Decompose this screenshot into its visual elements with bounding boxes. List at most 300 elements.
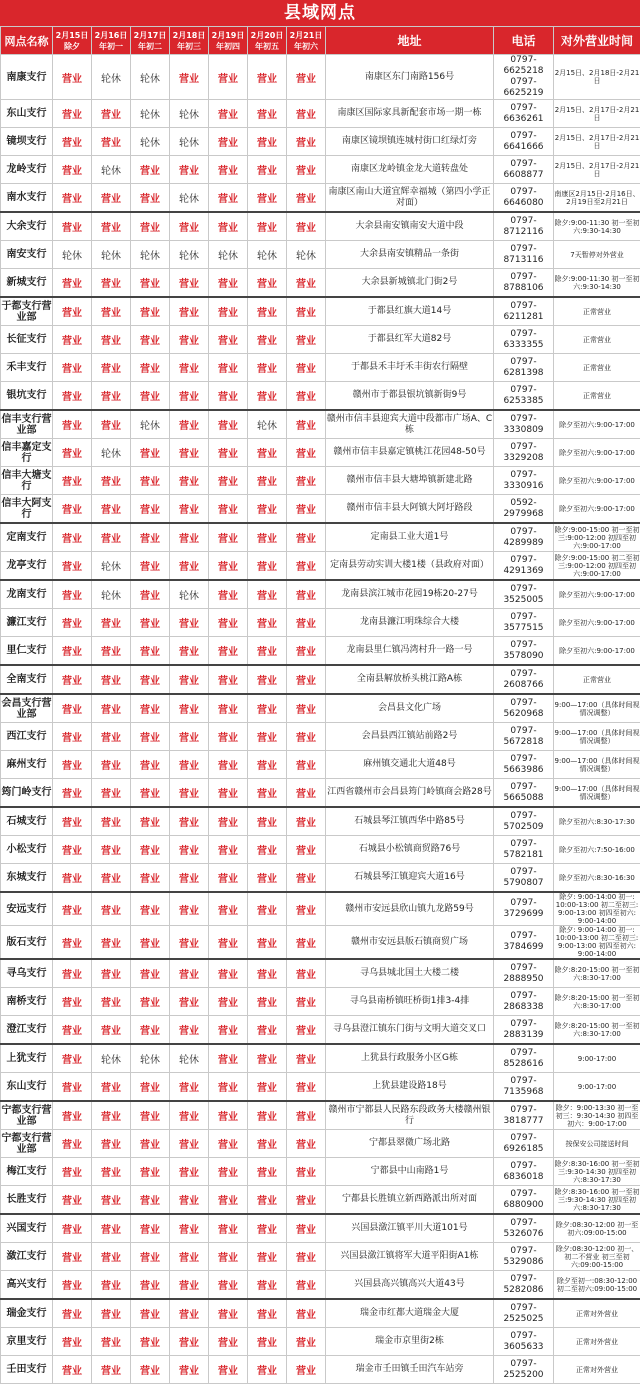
branch-name: 南安支行 <box>1 241 53 269</box>
phone-cell: 0797-5620968 <box>494 694 554 723</box>
table-row <box>1 1101 640 1130</box>
status-cell: 营业 <box>287 100 326 128</box>
status-cell: 营业 <box>287 1356 326 1384</box>
table-row <box>1 326 640 354</box>
table-row <box>1 354 640 382</box>
address-cell: 南康区南山大道宜辉幸福城（第四小学正对面） <box>326 184 494 213</box>
status-cell: 营业 <box>170 1214 209 1243</box>
status-cell: 营业 <box>209 269 248 298</box>
status-cell: 营业 <box>131 637 170 666</box>
header-address: 地址 <box>326 27 494 55</box>
table-row <box>1 580 640 609</box>
status-cell: 营业 <box>131 269 170 298</box>
status-cell: 营业 <box>209 467 248 495</box>
status-cell: 营业 <box>248 836 287 864</box>
status-cell: 营业 <box>131 1073 170 1102</box>
status-cell: 营业 <box>53 156 92 184</box>
status-cell: 营业 <box>92 892 131 926</box>
address-cell: 兴国县高兴镇高兴大道43号 <box>326 1271 494 1300</box>
status-cell: 营业 <box>53 1044 92 1073</box>
phone-cell: 0797-5672818 <box>494 723 554 751</box>
status-cell: 营业 <box>209 1214 248 1243</box>
branch-name: 信丰嘉定支行 <box>1 439 53 467</box>
status-cell: 营业 <box>53 326 92 354</box>
status-cell: 营业 <box>131 926 170 960</box>
status-cell: 营业 <box>131 1101 170 1130</box>
status-cell: 营业 <box>209 1271 248 1300</box>
status-cell: 营业 <box>209 297 248 326</box>
phone-cell: 0797-6253385 <box>494 382 554 411</box>
status-cell: 营业 <box>53 637 92 666</box>
hours-cell: 除夕:9:00-11:30 初一至初六:9:30-14:30 <box>554 212 640 241</box>
status-cell: 营业 <box>53 1214 92 1243</box>
status-cell: 营业 <box>287 269 326 298</box>
address-cell: 石城县琴江镇迎宾大道16号 <box>326 864 494 893</box>
status-cell: 营业 <box>287 892 326 926</box>
table-row <box>1 1186 640 1215</box>
phone-cell: 0797-6608877 <box>494 156 554 184</box>
status-cell: 营业 <box>287 1158 326 1186</box>
branch-name: 高兴支行 <box>1 1271 53 1300</box>
status-cell: 营业 <box>209 609 248 637</box>
hours-cell: 除夕至初六:8:30-17:30 <box>554 807 640 836</box>
status-cell: 营业 <box>53 297 92 326</box>
branch-name: 潋江支行 <box>1 1243 53 1271</box>
address-cell: 定南县工业大道1号 <box>326 523 494 552</box>
branch-name: 银坑支行 <box>1 382 53 411</box>
status-cell: 营业 <box>248 1243 287 1271</box>
hours-cell: 除夕至初六:9:00-17:00 <box>554 410 640 439</box>
hours-cell: 除夕:08:30-12:00 初一、初二不营业 初三至初六:09:00-15:00 <box>554 1243 640 1271</box>
branch-name: 筠门岭支行 <box>1 779 53 808</box>
status-cell: 营业 <box>92 1328 131 1356</box>
status-cell: 营业 <box>53 988 92 1016</box>
status-cell: 营业 <box>287 694 326 723</box>
status-cell: 营业 <box>287 665 326 694</box>
status-cell: 营业 <box>131 892 170 926</box>
phone-cell: 0797-2525200 <box>494 1356 554 1384</box>
status-cell: 轮休 <box>170 128 209 156</box>
status-cell: 轮休 <box>53 241 92 269</box>
status-cell: 轮休 <box>170 184 209 213</box>
header-day-sub: 年初二 <box>138 42 162 51</box>
status-cell: 营业 <box>92 326 131 354</box>
branch-name: 里仁支行 <box>1 637 53 666</box>
status-cell: 营业 <box>92 1186 131 1215</box>
status-cell: 营业 <box>287 212 326 241</box>
branch-name: 信丰支行营业部 <box>1 410 53 439</box>
branch-name: 长胜支行 <box>1 1186 53 1215</box>
status-cell: 营业 <box>170 1186 209 1215</box>
table-row <box>1 836 640 864</box>
table-row <box>1 637 640 666</box>
phone-cell: 0797-3729699 <box>494 892 554 926</box>
status-cell: 营业 <box>287 959 326 988</box>
table-row <box>1 269 640 298</box>
status-cell: 营业 <box>92 836 131 864</box>
hours-cell: 除夕至初一:08:30-12:00 初二至初六:09:00-15:00 <box>554 1271 640 1300</box>
status-cell: 营业 <box>209 382 248 411</box>
table-row <box>1 1016 640 1045</box>
status-cell: 营业 <box>209 751 248 779</box>
status-cell: 营业 <box>287 807 326 836</box>
status-cell: 营业 <box>131 751 170 779</box>
status-cell: 营业 <box>248 100 287 128</box>
status-cell: 营业 <box>53 1101 92 1130</box>
phone-cell: 0797-3577515 <box>494 609 554 637</box>
status-cell: 营业 <box>248 297 287 326</box>
status-cell: 轮休 <box>170 100 209 128</box>
status-cell: 营业 <box>53 892 92 926</box>
address-cell: 赣州市安远县欣山镇九龙路59号 <box>326 892 494 926</box>
status-cell: 营业 <box>170 1016 209 1045</box>
header-day <box>170 27 209 55</box>
status-cell: 营业 <box>248 523 287 552</box>
status-cell: 营业 <box>209 100 248 128</box>
status-cell: 营业 <box>53 1356 92 1384</box>
status-cell: 营业 <box>131 1271 170 1300</box>
branch-name: 梅江支行 <box>1 1158 53 1186</box>
table-row <box>1 1299 640 1328</box>
branch-name: 南桥支行 <box>1 988 53 1016</box>
status-cell: 营业 <box>92 665 131 694</box>
hours-cell: 除夕：9:00-13:30 初一至初三：9:30-14:30 初四至初六：9:00-17:00 <box>554 1101 640 1130</box>
status-cell: 营业 <box>248 55 287 100</box>
address-cell: 大余县新城镇北门街2号 <box>326 269 494 298</box>
phone-cell: 0797-6880900 <box>494 1186 554 1215</box>
status-cell: 营业 <box>170 926 209 960</box>
status-cell: 营业 <box>92 410 131 439</box>
status-cell: 营业 <box>248 184 287 213</box>
header-name: 网点名称 <box>1 27 53 55</box>
status-cell: 营业 <box>209 694 248 723</box>
table-row <box>1 1073 640 1102</box>
status-cell: 营业 <box>248 926 287 960</box>
branch-name: 瑞金支行 <box>1 1299 53 1328</box>
status-cell: 营业 <box>170 269 209 298</box>
address-cell: 石城县小松镇商贸路76号 <box>326 836 494 864</box>
status-cell: 营业 <box>92 269 131 298</box>
status-cell: 营业 <box>248 1186 287 1215</box>
phone-cell: 0797-3330809 <box>494 410 554 439</box>
status-cell: 营业 <box>131 1356 170 1384</box>
phone-cell: 0797-5663986 <box>494 751 554 779</box>
status-cell: 轮休 <box>287 241 326 269</box>
status-cell: 营业 <box>92 1016 131 1045</box>
status-cell: 营业 <box>287 467 326 495</box>
status-cell: 营业 <box>248 1016 287 1045</box>
status-cell: 营业 <box>170 892 209 926</box>
header-date: 2月19日 <box>212 31 245 40</box>
address-cell: 上犹县建设路18号 <box>326 1073 494 1102</box>
status-cell: 营业 <box>248 1044 287 1073</box>
status-cell: 营业 <box>53 1073 92 1102</box>
status-cell: 营业 <box>170 1271 209 1300</box>
hours-cell: 9:00—17:00（具体时间视情况调整） <box>554 694 640 723</box>
table-row <box>1 779 640 808</box>
table-row <box>1 297 640 326</box>
status-cell: 营业 <box>92 184 131 213</box>
address-cell: 宁都县中山南路1号 <box>326 1158 494 1186</box>
hours-cell: 按保安公司接送时间 <box>554 1130 640 1158</box>
status-cell: 营业 <box>248 1130 287 1158</box>
hours-cell: 除夕至初六:9:00-17:00 <box>554 609 640 637</box>
table-row <box>1 988 640 1016</box>
phone-cell: 0797-8528616 <box>494 1044 554 1073</box>
status-cell: 营业 <box>131 580 170 609</box>
table-row <box>1 439 640 467</box>
status-cell: 营业 <box>209 1044 248 1073</box>
phone-cell: 0797-5665088 <box>494 779 554 808</box>
header-day <box>209 27 248 55</box>
status-cell: 营业 <box>209 1328 248 1356</box>
status-cell: 营业 <box>209 1356 248 1384</box>
status-cell: 营业 <box>248 1356 287 1384</box>
status-cell: 营业 <box>248 580 287 609</box>
status-cell: 营业 <box>209 439 248 467</box>
status-cell: 营业 <box>287 1101 326 1130</box>
table-row <box>1 55 640 100</box>
status-cell: 营业 <box>209 959 248 988</box>
address-cell: 定南县劳动实训大楼1楼（县政府对面） <box>326 552 494 581</box>
status-cell: 营业 <box>248 467 287 495</box>
header-date: 2月20日 <box>251 31 284 40</box>
status-cell: 营业 <box>92 864 131 893</box>
status-cell: 营业 <box>209 926 248 960</box>
status-cell: 营业 <box>287 1130 326 1158</box>
status-cell: 轮休 <box>170 241 209 269</box>
status-cell: 营业 <box>92 1101 131 1130</box>
branch-name: 上犹支行 <box>1 1044 53 1073</box>
branch-name: 澄江支行 <box>1 1016 53 1045</box>
status-cell: 营业 <box>53 926 92 960</box>
status-cell: 营业 <box>53 410 92 439</box>
status-cell: 营业 <box>131 1214 170 1243</box>
hours-cell: 正常营业 <box>554 297 640 326</box>
status-cell: 营业 <box>170 326 209 354</box>
status-cell: 营业 <box>170 836 209 864</box>
status-cell: 营业 <box>287 410 326 439</box>
status-cell: 营业 <box>287 637 326 666</box>
status-cell: 营业 <box>92 382 131 411</box>
status-cell: 营业 <box>131 326 170 354</box>
status-cell: 营业 <box>92 1158 131 1186</box>
status-cell: 营业 <box>92 1214 131 1243</box>
phone-cell: 0797-6646080 <box>494 184 554 213</box>
status-cell: 营业 <box>248 694 287 723</box>
status-cell: 营业 <box>131 297 170 326</box>
status-cell: 营业 <box>131 723 170 751</box>
address-cell: 全南县解放桥头桃江路A栋 <box>326 665 494 694</box>
status-cell: 营业 <box>131 156 170 184</box>
status-cell: 营业 <box>131 779 170 808</box>
header-day <box>92 27 131 55</box>
status-cell: 营业 <box>248 1271 287 1300</box>
status-cell: 营业 <box>209 495 248 524</box>
header-day <box>287 27 326 55</box>
address-cell: 寻乌县南桥镇旺桥街1排3-4排 <box>326 988 494 1016</box>
hours-cell: 除夕至初六:7:50-16:00 <box>554 836 640 864</box>
status-cell: 营业 <box>287 523 326 552</box>
phone-cell: 0797-5326076 <box>494 1214 554 1243</box>
status-cell: 营业 <box>209 326 248 354</box>
status-cell: 营业 <box>131 609 170 637</box>
header-day-sub: 年初六 <box>294 42 318 51</box>
status-cell: 营业 <box>53 1328 92 1356</box>
hours-cell: 正常营业 <box>554 326 640 354</box>
status-cell: 营业 <box>170 552 209 581</box>
status-cell: 营业 <box>53 609 92 637</box>
status-cell: 营业 <box>287 326 326 354</box>
status-cell: 营业 <box>248 326 287 354</box>
phone-cell: 0797-5702509 <box>494 807 554 836</box>
table-row <box>1 864 640 893</box>
status-cell: 营业 <box>53 212 92 241</box>
status-cell: 营业 <box>170 1243 209 1271</box>
status-cell: 营业 <box>209 864 248 893</box>
status-cell: 营业 <box>53 100 92 128</box>
status-cell: 营业 <box>92 212 131 241</box>
status-cell: 营业 <box>53 723 92 751</box>
status-cell: 营业 <box>131 439 170 467</box>
hours-cell: 除夕:08:30-12:00 初一至初六:09:00-15:00 <box>554 1214 640 1243</box>
table-body <box>1 55 640 1384</box>
status-cell: 营业 <box>131 382 170 411</box>
status-cell: 营业 <box>53 1186 92 1215</box>
hours-cell: 正常营业 <box>554 382 640 411</box>
table-row <box>1 128 640 156</box>
address-cell: 瑞金市壬田镇壬田汽车站旁 <box>326 1356 494 1384</box>
branch-name: 石城支行 <box>1 807 53 836</box>
branch-name: 于都支行营业部 <box>1 297 53 326</box>
status-cell: 轮休 <box>131 100 170 128</box>
status-cell: 营业 <box>209 128 248 156</box>
status-cell: 营业 <box>131 1186 170 1215</box>
status-cell: 营业 <box>287 751 326 779</box>
status-cell: 营业 <box>131 495 170 524</box>
status-cell: 营业 <box>248 269 287 298</box>
status-cell: 营业 <box>53 523 92 552</box>
address-cell: 赣州市于都县银坑镇新街9号 <box>326 382 494 411</box>
status-cell: 营业 <box>53 184 92 213</box>
status-cell: 营业 <box>248 723 287 751</box>
branch-name: 安远支行 <box>1 892 53 926</box>
status-cell: 营业 <box>170 864 209 893</box>
phone-cell: 0797-6836018 <box>494 1158 554 1186</box>
status-cell: 营业 <box>248 1328 287 1356</box>
address-cell: 于都县红军大道82号 <box>326 326 494 354</box>
status-cell: 营业 <box>170 439 209 467</box>
status-cell: 营业 <box>209 779 248 808</box>
hours-cell: 除夕:9:00-11:30 初一至初六:9:30-14:30 <box>554 269 640 298</box>
table-row <box>1 241 640 269</box>
status-cell: 营业 <box>248 779 287 808</box>
status-cell: 营业 <box>209 523 248 552</box>
status-cell: 营业 <box>53 1130 92 1158</box>
table-row <box>1 1130 640 1158</box>
status-cell: 营业 <box>53 1299 92 1328</box>
status-cell: 营业 <box>209 410 248 439</box>
address-cell: 上犹县行政服务小区G栋 <box>326 1044 494 1073</box>
header-date: 2月21日 <box>290 31 323 40</box>
table-row <box>1 382 640 411</box>
branch-name: 信丰大塘支行 <box>1 467 53 495</box>
phone-cell: 0797-2868338 <box>494 988 554 1016</box>
branch-name: 东山支行 <box>1 1073 53 1102</box>
status-cell: 营业 <box>248 609 287 637</box>
header-date: 2月16日 <box>95 31 128 40</box>
status-cell: 营业 <box>248 1214 287 1243</box>
status-cell: 营业 <box>287 779 326 808</box>
hours-cell: 9:00-17:00 <box>554 1044 640 1073</box>
status-cell: 营业 <box>248 382 287 411</box>
table-row <box>1 1044 640 1073</box>
address-cell: 大余县南安镇精品一条街 <box>326 241 494 269</box>
hours-cell: 正常对外营业 <box>554 1299 640 1328</box>
status-cell: 营业 <box>287 1186 326 1215</box>
status-cell: 营业 <box>287 1073 326 1102</box>
phone-cell: 0797-6281398 <box>494 354 554 382</box>
status-cell: 营业 <box>131 1299 170 1328</box>
hours-cell: 除夕:9:00-15:00 初二至初三:9:00-12:00 初四至初六:9:00-17:00 <box>554 552 640 581</box>
status-cell: 营业 <box>248 552 287 581</box>
phone-cell: 0797-3578090 <box>494 637 554 666</box>
status-cell: 营业 <box>131 212 170 241</box>
status-cell: 轮休 <box>92 439 131 467</box>
hours-cell: 正常营业 <box>554 665 640 694</box>
status-cell: 营业 <box>131 1328 170 1356</box>
status-cell: 营业 <box>209 1243 248 1271</box>
status-cell: 营业 <box>131 1243 170 1271</box>
status-cell: 营业 <box>170 523 209 552</box>
table-row <box>1 410 640 439</box>
hours-cell: 正常对外营业 <box>554 1328 640 1356</box>
status-cell: 营业 <box>287 1016 326 1045</box>
address-cell: 赣州市宁都县人民路东段政务大楼赣州银行 <box>326 1101 494 1130</box>
phone-cell: 0797-6641666 <box>494 128 554 156</box>
status-cell: 轮休 <box>92 1044 131 1073</box>
status-cell: 营业 <box>131 864 170 893</box>
table-row <box>1 959 640 988</box>
status-cell: 轮休 <box>131 1044 170 1073</box>
status-cell: 营业 <box>248 864 287 893</box>
status-cell: 营业 <box>131 959 170 988</box>
address-cell: 龙南县里仁镇冯湾村升一路一号 <box>326 637 494 666</box>
branch-name: 麻州支行 <box>1 751 53 779</box>
status-cell: 营业 <box>248 892 287 926</box>
status-cell: 营业 <box>53 467 92 495</box>
status-cell: 营业 <box>209 1101 248 1130</box>
phone-cell: 0797-3330916 <box>494 467 554 495</box>
status-cell: 营业 <box>92 523 131 552</box>
phone-cell: 0797-8788106 <box>494 269 554 298</box>
branch-name: 壬田支行 <box>1 1356 53 1384</box>
status-cell: 营业 <box>287 354 326 382</box>
status-cell: 营业 <box>248 751 287 779</box>
status-cell: 营业 <box>248 1158 287 1186</box>
header-row <box>1 27 640 55</box>
hours-cell: 除夕:8:20-15:00 初一至初六:8:30-17:00 <box>554 959 640 988</box>
hours-cell: 除夕至初六:9:00-17:00 <box>554 637 640 666</box>
phone-cell: 0797-3784699 <box>494 926 554 960</box>
status-cell: 营业 <box>92 1130 131 1158</box>
status-cell: 营业 <box>170 410 209 439</box>
page-title: 县域网点 <box>0 0 640 26</box>
status-cell: 营业 <box>209 552 248 581</box>
branch-name: 小松支行 <box>1 836 53 864</box>
status-cell: 营业 <box>170 1073 209 1102</box>
branch-name: 濂江支行 <box>1 609 53 637</box>
